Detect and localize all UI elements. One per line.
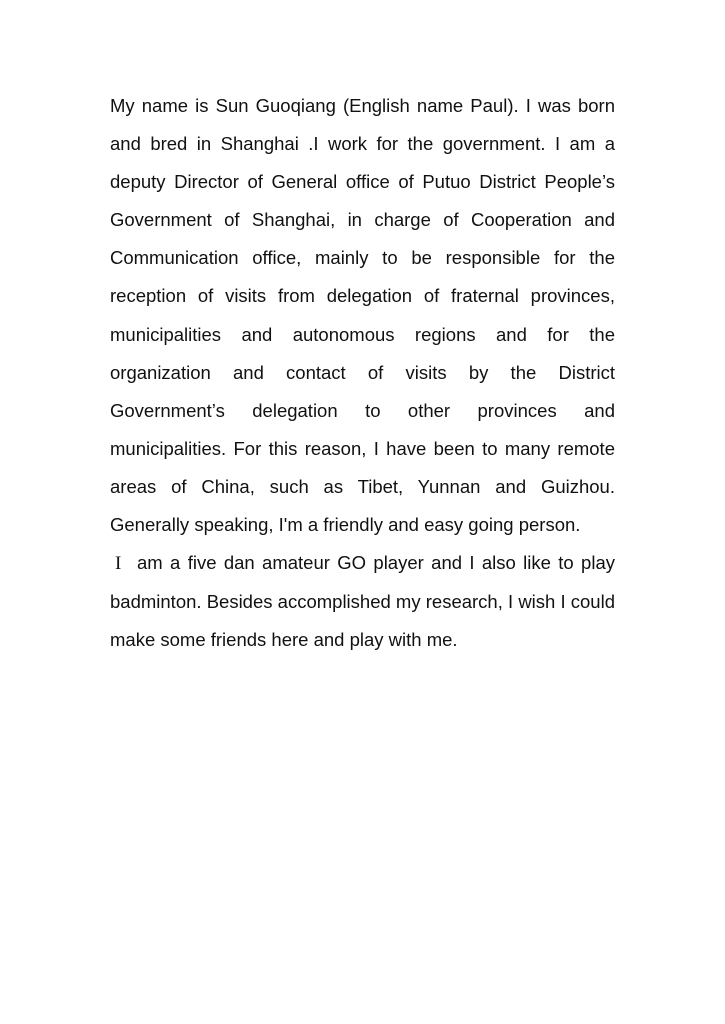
- paragraph-hobbies: [110, 544, 615, 659]
- paragraph-hobbies-text: am a five dan amateur GO player and I also like to play badminton. Besides accomplished my research, I wish I could make some friends here and play with me.: [110, 552, 615, 651]
- document-body: [110, 87, 615, 659]
- paragraph-introduction: My name is Sun Guoqiang (English name Paul). I was born and bred in Shanghai .I work for the government. I am a deputy Director of General office of Putuo District People’s Government of Shanghai, in charge of Cooperation and Communication office, mainly to be responsible for the reception of visits from delegation of fraternal provinces, municipalities and autonomous regions and for the organization and contact of visits by the District Government’s delegation to other provinces and municipalities. For this reason, I have been to many remote areas of China, such as Tibet, Yunnan and Guizhou. Generally speaking, I'm a friendly and easy going person.: [110, 95, 615, 536]
- paragraph-lead-character: I: [115, 553, 122, 575]
